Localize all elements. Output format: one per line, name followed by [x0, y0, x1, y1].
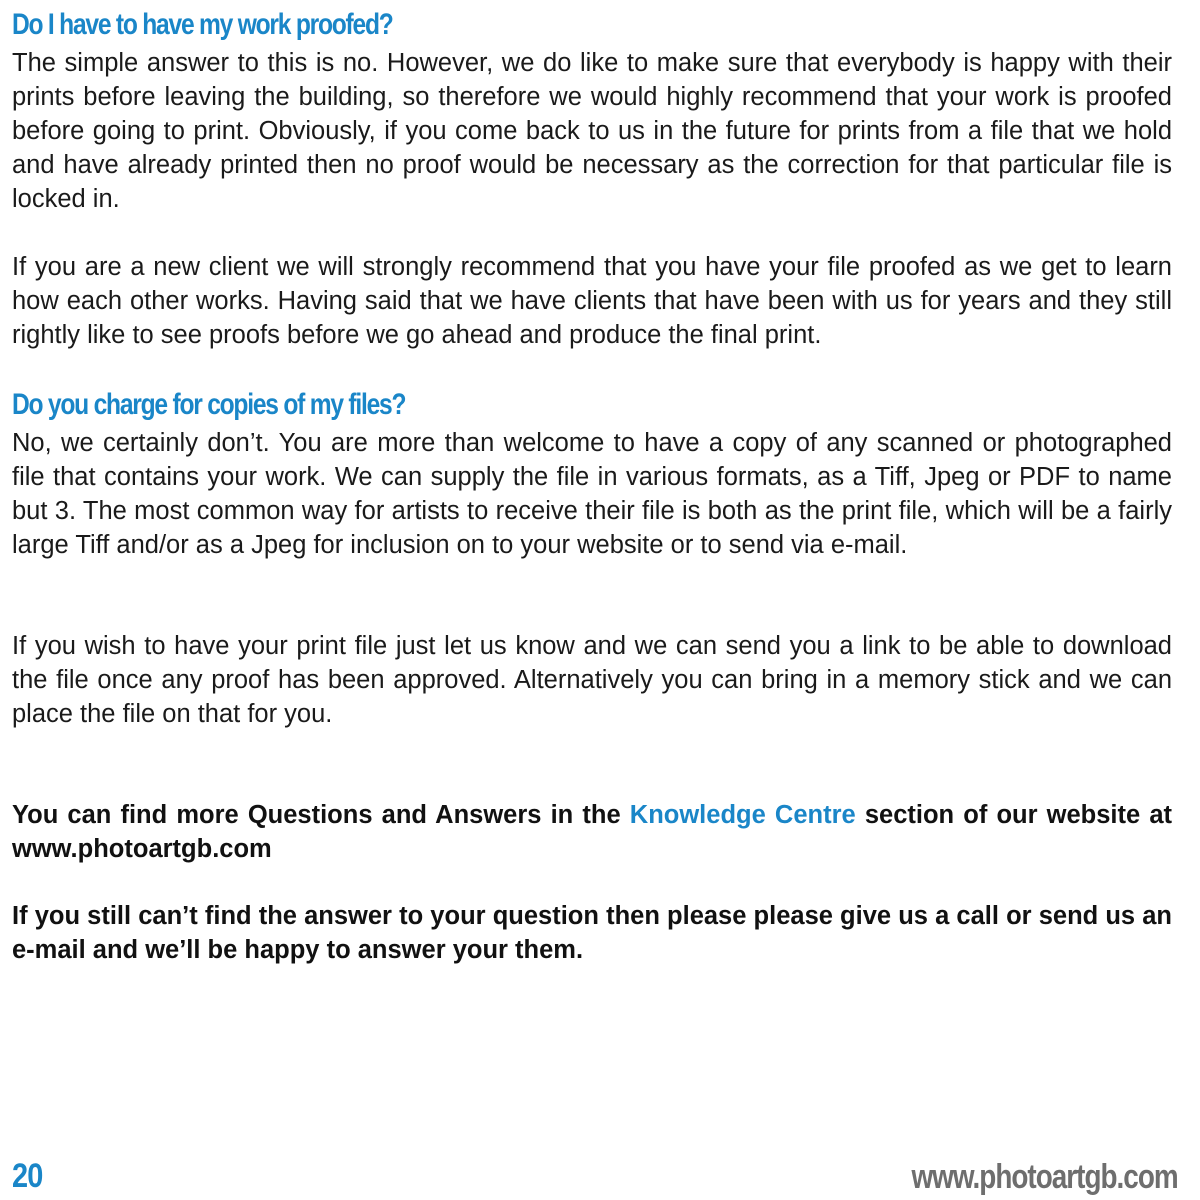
file-copies-paragraph-1: No, we certainly don’t. You are more than welcome to have a copy of any scanned or photographed file that contains your work. We can supply the file in various formats, as a Tiff, Jpeg or PDF to name but 3. The most common way for artists to receive their file is both as the print file, which will be a fairly large Tiff and/or as a Jpeg for inclusion on to your website or to send via e-mail. — [12, 429, 1172, 559]
page-number: 20 — [12, 1157, 43, 1195]
contact-us-text: If you still can’t find the answer to your question then please please give us a call or send us an e-mail and we’ll be happy to answer your them. — [12, 902, 1172, 964]
more-questions-prefix: You can find more Questions and Answers in the — [12, 801, 630, 829]
more-questions-text — [12, 798, 1172, 866]
footer-website: www.photoartgb.com — [911, 1158, 1178, 1196]
file-copies-paragraph-2: If you wish to have your print file just let us know and we can send you a link to be able to download the file once any proof has been approved. Alternatively you can bring in a memory stick and we can place the file on that for you. — [12, 632, 1172, 728]
knowledge-centre-link[interactable]: Knowledge Centre — [629, 801, 856, 829]
section-heading-file-copies: Do you charge for copies of my files? — [12, 388, 406, 421]
proofing-paragraph-1: The simple answer to this is no. However, we do like to make sure that everybody is happy with their prints before leaving the building, so therefore we would highly recommend that your work is proofed before going to print. Obviously, if you come back to us in the future for prints from a file that we hold and have already printed then no proof would be necessary as the correction for that particular file is locked in. — [12, 49, 1172, 213]
proofing-paragraph-2: If you are a new client we will strongly recommend that you have your file proofed as we get to learn how each other works. Having said that we have clients that have been with us for years and they still rightly like to see proofs before we go ahead and produce the final print. — [12, 253, 1172, 349]
section-heading-proofing: Do I have to have my work proofed? — [12, 8, 393, 41]
more-questions-suffix: section of our website at www.photoartgb.com — [12, 801, 1172, 863]
